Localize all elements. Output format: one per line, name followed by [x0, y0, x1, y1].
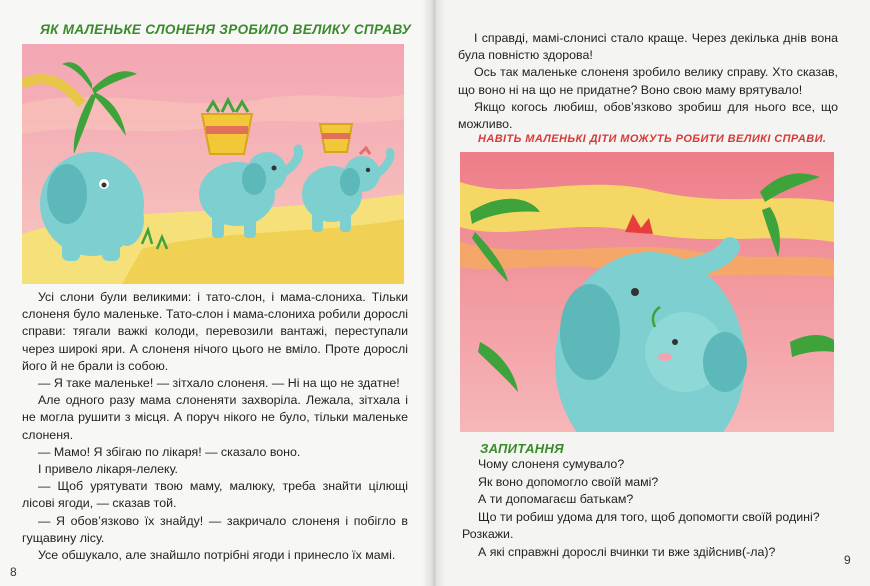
question-item: Як воно допомогло своїй мамі?: [478, 474, 659, 489]
story-paragraph: Ось так маленьке слоненя зробило велику справу. Хто сказав, що воно ні на що не придатне? Воно свою маму врятувало!: [458, 65, 838, 97]
story-paragraph: — Щоб урятувати твою маму, малюку, треба знайти цілющі лісові ягоди, — сказав той.: [22, 479, 408, 511]
moral-heading: НАВІТЬ МАЛЕНЬКІ ДІТИ МОЖУТЬ РОБИТИ ВЕЛИКІ СПРАВИ.: [478, 133, 827, 145]
story-paragraph: — Я обов’язково їх знайду! — закричало слоненя і побігло в гущавину лісу.: [22, 513, 408, 545]
story-paragraph: Усі слони були великими: і тато-слон, і мама-слониха. Тільки слоненя було маленьке. Тато-слон і мама-слониха робили дорослі справи: тягали важкі колоди, перевозили вантажі, переступали через широкі яри. А слоненя нічого цього не вміло. Проте дорослі його й не брали із собою.: [22, 290, 408, 373]
story-paragraph: Якщо когось любиш, обов’язково зробиш для нього все, що можливо.: [458, 99, 838, 132]
story-paragraph: — Мамо! Я збігаю по лікаря! — сказало воно.: [38, 444, 301, 459]
book-gutter: [422, 0, 446, 586]
question-item: Що ти робиш удома для того, щоб допомогти своїй родині? Розкажи.: [462, 509, 820, 542]
story-text-right: [458, 30, 838, 133]
question-item: Чому слоненя сумувало?: [478, 457, 625, 471]
questions-list: [462, 456, 832, 562]
questions-title: ЗАПИТАННЯ: [480, 441, 564, 456]
question-item: А ти допомагаєш батькам?: [478, 492, 634, 507]
story-paragraph: — Я таке маленьке! — зітхало слоненя. — Ні на що не здатне!: [38, 376, 400, 391]
elephants-walking-picture: [22, 44, 404, 284]
story-paragraph: І привело лікаря-лелеку.: [38, 462, 178, 477]
page-number-left: 8: [10, 565, 17, 579]
story-paragraph: Але одного разу мама слоненяти захворіла. Лежала, зітхала і не могла рушити з місця. А поруч нікого не було, тільки маленьке слоненя.: [22, 393, 408, 442]
right-page: [432, 0, 870, 586]
mother-hug-picture: [460, 152, 834, 432]
question-item: А які справжні дорослі вчинки ти вже здійснив(-ла)?: [478, 544, 776, 559]
illustration-elephants-walking: [22, 44, 404, 284]
left-page: [0, 0, 432, 586]
story-title: ЯК МАЛЕНЬКЕ СЛОНЕНЯ ЗРОБИЛО ВЕЛИКУ СПРАВУ: [40, 22, 412, 37]
story-paragraph: Усе обшукало, але знайшло потрібні ягоди і принесло їх мамі.: [38, 548, 396, 563]
illustration-mother-hug: [460, 152, 834, 432]
story-text-left: [22, 289, 408, 564]
story-paragraph: І справді, мамі-слонисі стало краще. Через декілька днів вона була повністю здорова!: [458, 31, 838, 63]
page-number-right: 9: [844, 553, 851, 567]
